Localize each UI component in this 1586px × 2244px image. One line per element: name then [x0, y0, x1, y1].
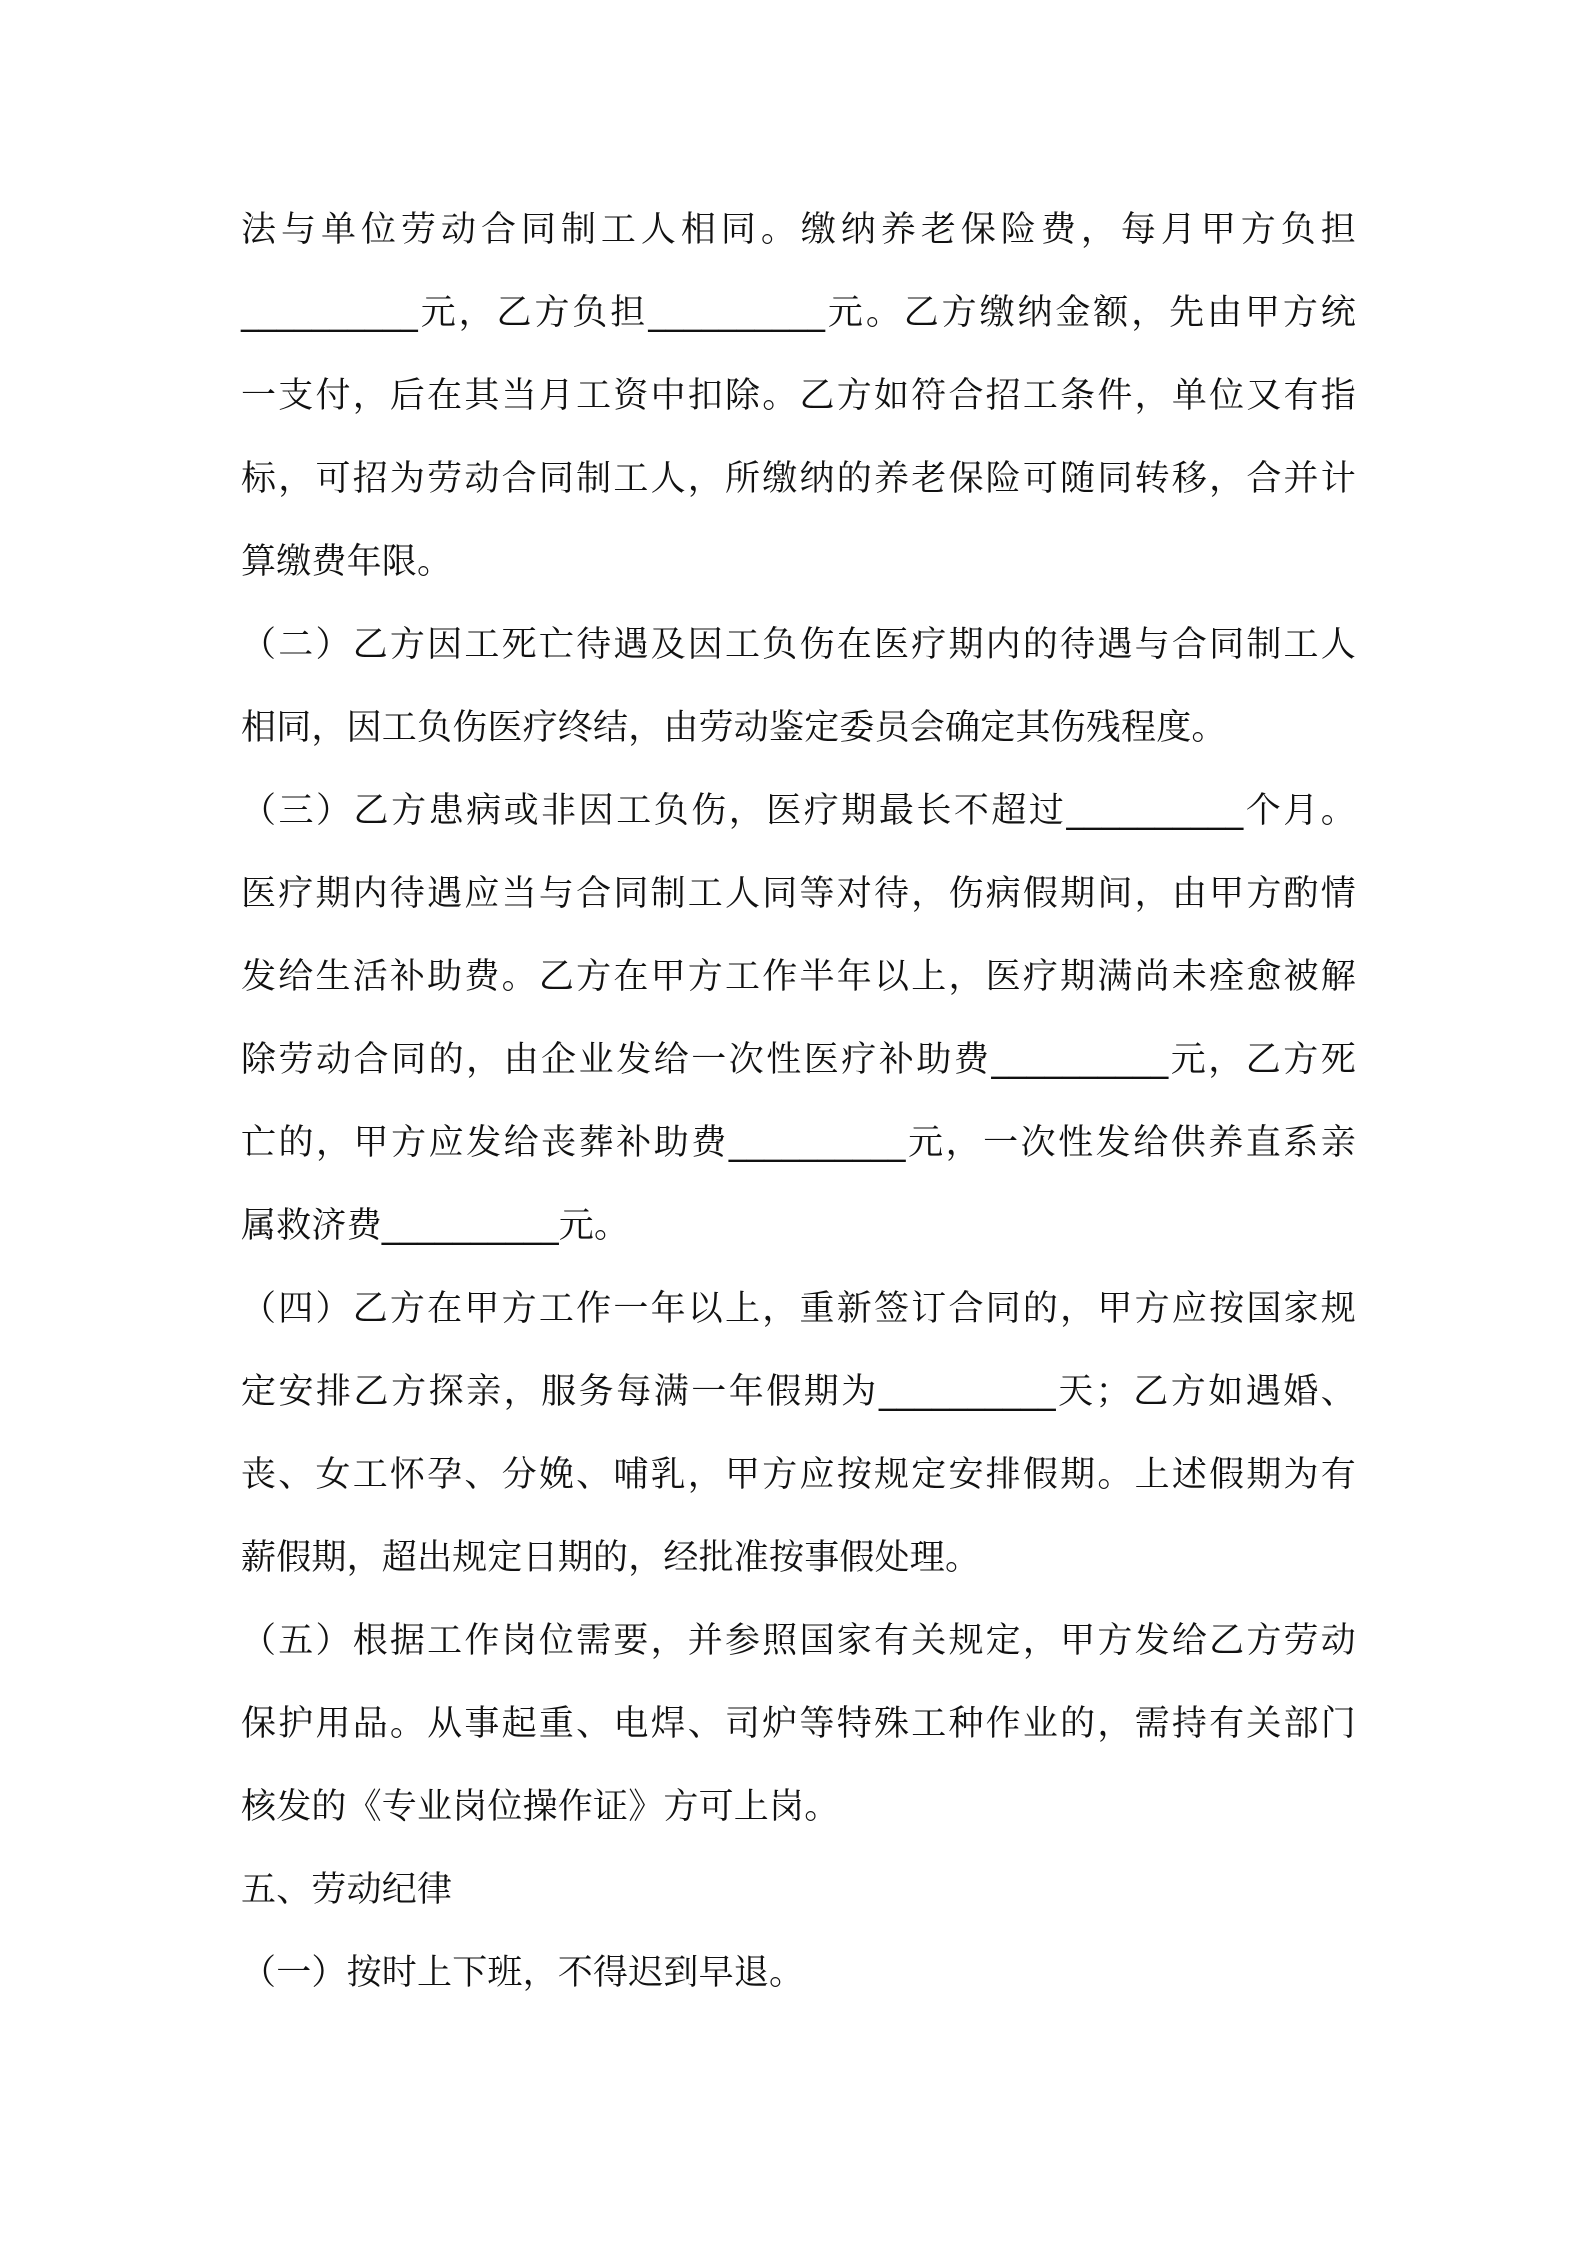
section-heading: 五、劳动纪律 — [241, 1870, 453, 1910]
text-line: 丧、女工怀孕、分娩、哺乳，甲方应按规定安排假期。上述假期为有 — [241, 1455, 1356, 1495]
text-line: 属救济费__________元。 — [241, 1206, 630, 1246]
text-line: 定安排乙方探亲，服务每满一年假期为__________天；乙方如遇婚、 — [241, 1372, 1356, 1412]
text-line: __________元，乙方负担__________元。乙方缴纳金额，先由甲方统 — [241, 293, 1356, 333]
text-line: 法与单位劳动合同制工人相同。缴纳养老保险费，每月甲方负担 — [241, 210, 1356, 250]
text-line: 保护用品。从事起重、电焊、司炉等特殊工种作业的，需持有关部门 — [241, 1704, 1356, 1744]
text-line: 亡的，甲方应发给丧葬补助费__________元，一次性发给供养直系亲 — [241, 1123, 1356, 1163]
text-line: （二）乙方因工死亡待遇及因工负伤在医疗期内的待遇与合同制工人 — [241, 625, 1356, 665]
text-line: 一支付，后在其当月工资中扣除。乙方如符合招工条件，单位又有指 — [241, 376, 1356, 416]
text-line: 核发的《专业岗位操作证》方可上岗。 — [241, 1787, 840, 1827]
document-body — [241, 200, 1356, 2026]
text-line: 发给生活补助费。乙方在甲方工作半年以上，医疗期满尚未痊愈被解 — [241, 957, 1356, 997]
text-line: 标，可招为劳动合同制工人，所缴纳的养老保险可随同转移，合并计 — [241, 459, 1356, 499]
text-line: 薪假期，超出规定日期的，经批准按事假处理。 — [241, 1538, 981, 1578]
text-line: （四）乙方在甲方工作一年以上，重新签订合同的，甲方应按国家规 — [241, 1289, 1356, 1329]
text-line: 算缴费年限。 — [241, 542, 453, 582]
text-line: （一）按时上下班，不得迟到早退。 — [241, 1953, 805, 1993]
text-line: 医疗期内待遇应当与合同制工人同等对待，伤病假期间，由甲方酌情 — [241, 874, 1356, 914]
text-line: （三）乙方患病或非因工负伤，医疗期最长不超过__________个月。 — [241, 791, 1356, 831]
text-line: 除劳动合同的，由企业发给一次性医疗补助费__________元，乙方死 — [241, 1040, 1356, 1080]
text-line: 相同，因工负伤医疗终结，由劳动鉴定委员会确定其伤残程度。 — [241, 708, 1227, 748]
text-line: （五）根据工作岗位需要，并参照国家有关规定，甲方发给乙方劳动 — [241, 1621, 1356, 1661]
